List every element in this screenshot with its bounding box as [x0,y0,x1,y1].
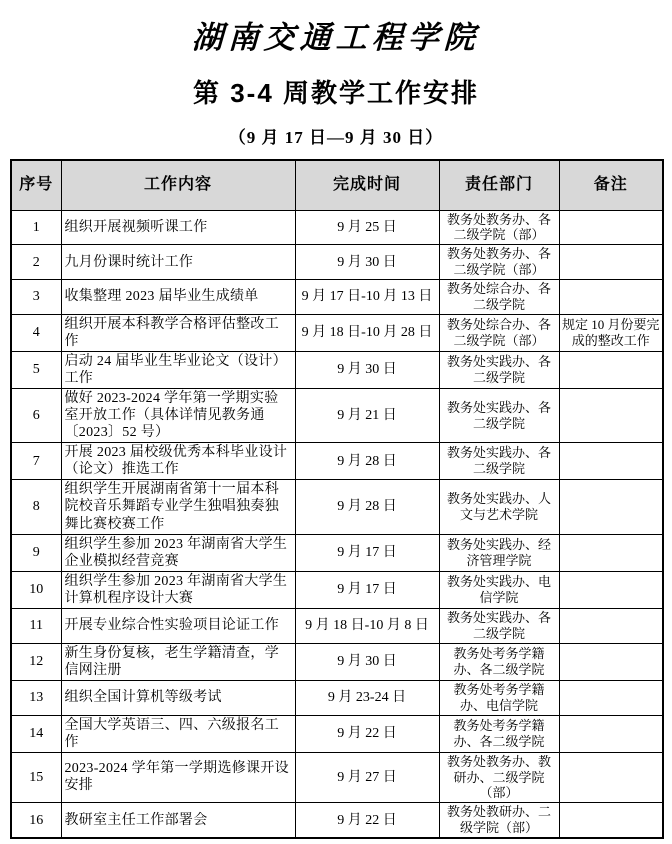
remark [559,245,663,280]
completion-time: 9 月 30 日 [295,643,439,680]
responsible-dept: 教务处教务办、各二级学院（部） [439,210,559,245]
responsible-dept: 教务处教务办、教研办、二级学院（部） [439,752,559,803]
responsible-dept: 教务处教务办、各二级学院（部） [439,245,559,280]
table-row [11,351,663,388]
column-header-no: 序号 [11,160,61,210]
work-content: 组织学生参加 2023 年湖南省大学生企业模拟经营竞赛 [61,534,295,571]
work-content: 组织学生参加 2023 年湖南省大学生计算机程序设计大赛 [61,571,295,608]
completion-time: 9 月 27 日 [295,752,439,803]
table-row [11,571,663,608]
remark [559,571,663,608]
work-content: 开展 2023 届校级优秀本科毕业设计（论文）推选工作 [61,443,295,480]
row-number: 13 [11,680,61,715]
work-content: 全国大学英语三、四、六级报名工作 [61,715,295,752]
remark [559,480,663,534]
table-row [11,608,663,643]
page-title: 第 3-4 周教学工作安排 [192,78,480,108]
completion-time: 9 月 21 日 [295,388,439,442]
table-row [11,534,663,571]
remark [559,643,663,680]
table-row [11,443,663,480]
completion-time: 9 月 17 日-10 月 13 日 [295,279,439,314]
table-header-row [11,160,663,210]
work-content: 组织全国计算机等级考试 [61,680,295,715]
remark [559,680,663,715]
responsible-dept: 教务处综合办、各二级学院 [439,279,559,314]
responsible-dept: 教务处实践办、电信学院 [439,571,559,608]
completion-time: 9 月 17 日 [295,571,439,608]
column-header-remark: 备注 [559,160,663,210]
responsible-dept: 教务处考务学籍办、电信学院 [439,680,559,715]
completion-time: 9 月 18 日-10 月 8 日 [295,608,439,643]
table-row [11,643,663,680]
row-number: 9 [11,534,61,571]
work-content: 九月份课时统计工作 [61,245,295,280]
table-row [11,715,663,752]
remark [559,279,663,314]
completion-time: 9 月 17 日 [295,534,439,571]
row-number: 14 [11,715,61,752]
responsible-dept: 教务处实践办、各二级学院 [439,388,559,442]
completion-time: 9 月 28 日 [295,480,439,534]
responsible-dept: 教务处考务学籍办、各二级学院 [439,715,559,752]
responsible-dept: 教务处综合办、各二级学院（部） [439,314,559,351]
completion-time: 9 月 23-24 日 [295,680,439,715]
row-number: 12 [11,643,61,680]
completion-time: 9 月 30 日 [295,351,439,388]
completion-time: 9 月 30 日 [295,245,439,280]
work-content: 启动 24 届毕业生毕业论文（设计）工作 [61,351,295,388]
row-number: 3 [11,279,61,314]
table-row [11,803,663,838]
date-range: （9 月 17 日—9 月 30 日） [228,128,444,147]
row-number: 7 [11,443,61,480]
school-name: 湖南交通工程学院 [191,20,481,55]
table-row [11,388,663,442]
row-number: 6 [11,388,61,442]
table-row [11,210,663,245]
remark [559,388,663,442]
column-header-time: 完成时间 [295,160,439,210]
work-content: 组织学生开展湖南省第十一届本科院校音乐舞蹈专业学生独唱独奏独舞比赛校赛工作 [61,480,295,534]
responsible-dept: 教务处考务学籍办、各二级学院 [439,643,559,680]
column-header-content: 工作内容 [61,160,295,210]
work-content: 新生身份复核，老生学籍清查，学信网注册 [61,643,295,680]
work-content: 组织开展视频听课工作 [61,210,295,245]
table-row [11,752,663,803]
work-content: 收集整理 2023 届毕业生成绩单 [61,279,295,314]
row-number: 2 [11,245,61,280]
responsible-dept: 教务处实践办、各二级学院 [439,443,559,480]
table-row [11,480,663,534]
completion-time: 9 月 22 日 [295,715,439,752]
row-number: 11 [11,608,61,643]
completion-time: 9 月 18 日-10 月 28 日 [295,314,439,351]
responsible-dept: 教务处实践办、各二级学院 [439,351,559,388]
row-number: 4 [11,314,61,351]
row-number: 15 [11,752,61,803]
row-number: 10 [11,571,61,608]
remark [559,210,663,245]
table-row [11,279,663,314]
responsible-dept: 教务处实践办、人文与艺术学院 [439,480,559,534]
row-number: 16 [11,803,61,838]
responsible-dept: 教务处实践办、各二级学院 [439,608,559,643]
row-number: 1 [11,210,61,245]
responsible-dept: 教务处教研办、二级学院（部） [439,803,559,838]
table-row [11,680,663,715]
table-row [11,314,663,351]
work-content: 开展专业综合性实验项目论证工作 [61,608,295,643]
column-header-dept: 责任部门 [439,160,559,210]
work-content: 组织开展本科教学合格评估整改工作 [61,314,295,351]
work-content: 教研室主任工作部署会 [61,803,295,838]
row-number: 5 [11,351,61,388]
remark: 规定 10 月份要完成的整改工作 [559,314,663,351]
table-row [11,245,663,280]
responsible-dept: 教务处实践办、经济管理学院 [439,534,559,571]
remark [559,443,663,480]
remark [559,608,663,643]
remark [559,351,663,388]
remark [559,752,663,803]
remark [559,715,663,752]
completion-time: 9 月 28 日 [295,443,439,480]
work-content: 做好 2023-2024 学年第一学期实验室开放工作（具体详情见教务通〔2023〕52 号） [61,388,295,442]
completion-time: 9 月 22 日 [295,803,439,838]
completion-time: 9 月 25 日 [295,210,439,245]
work-content: 2023-2024 学年第一学期选修课开设安排 [61,752,295,803]
work-schedule-table [10,159,664,839]
remark [559,803,663,838]
remark [559,534,663,571]
row-number: 8 [11,480,61,534]
